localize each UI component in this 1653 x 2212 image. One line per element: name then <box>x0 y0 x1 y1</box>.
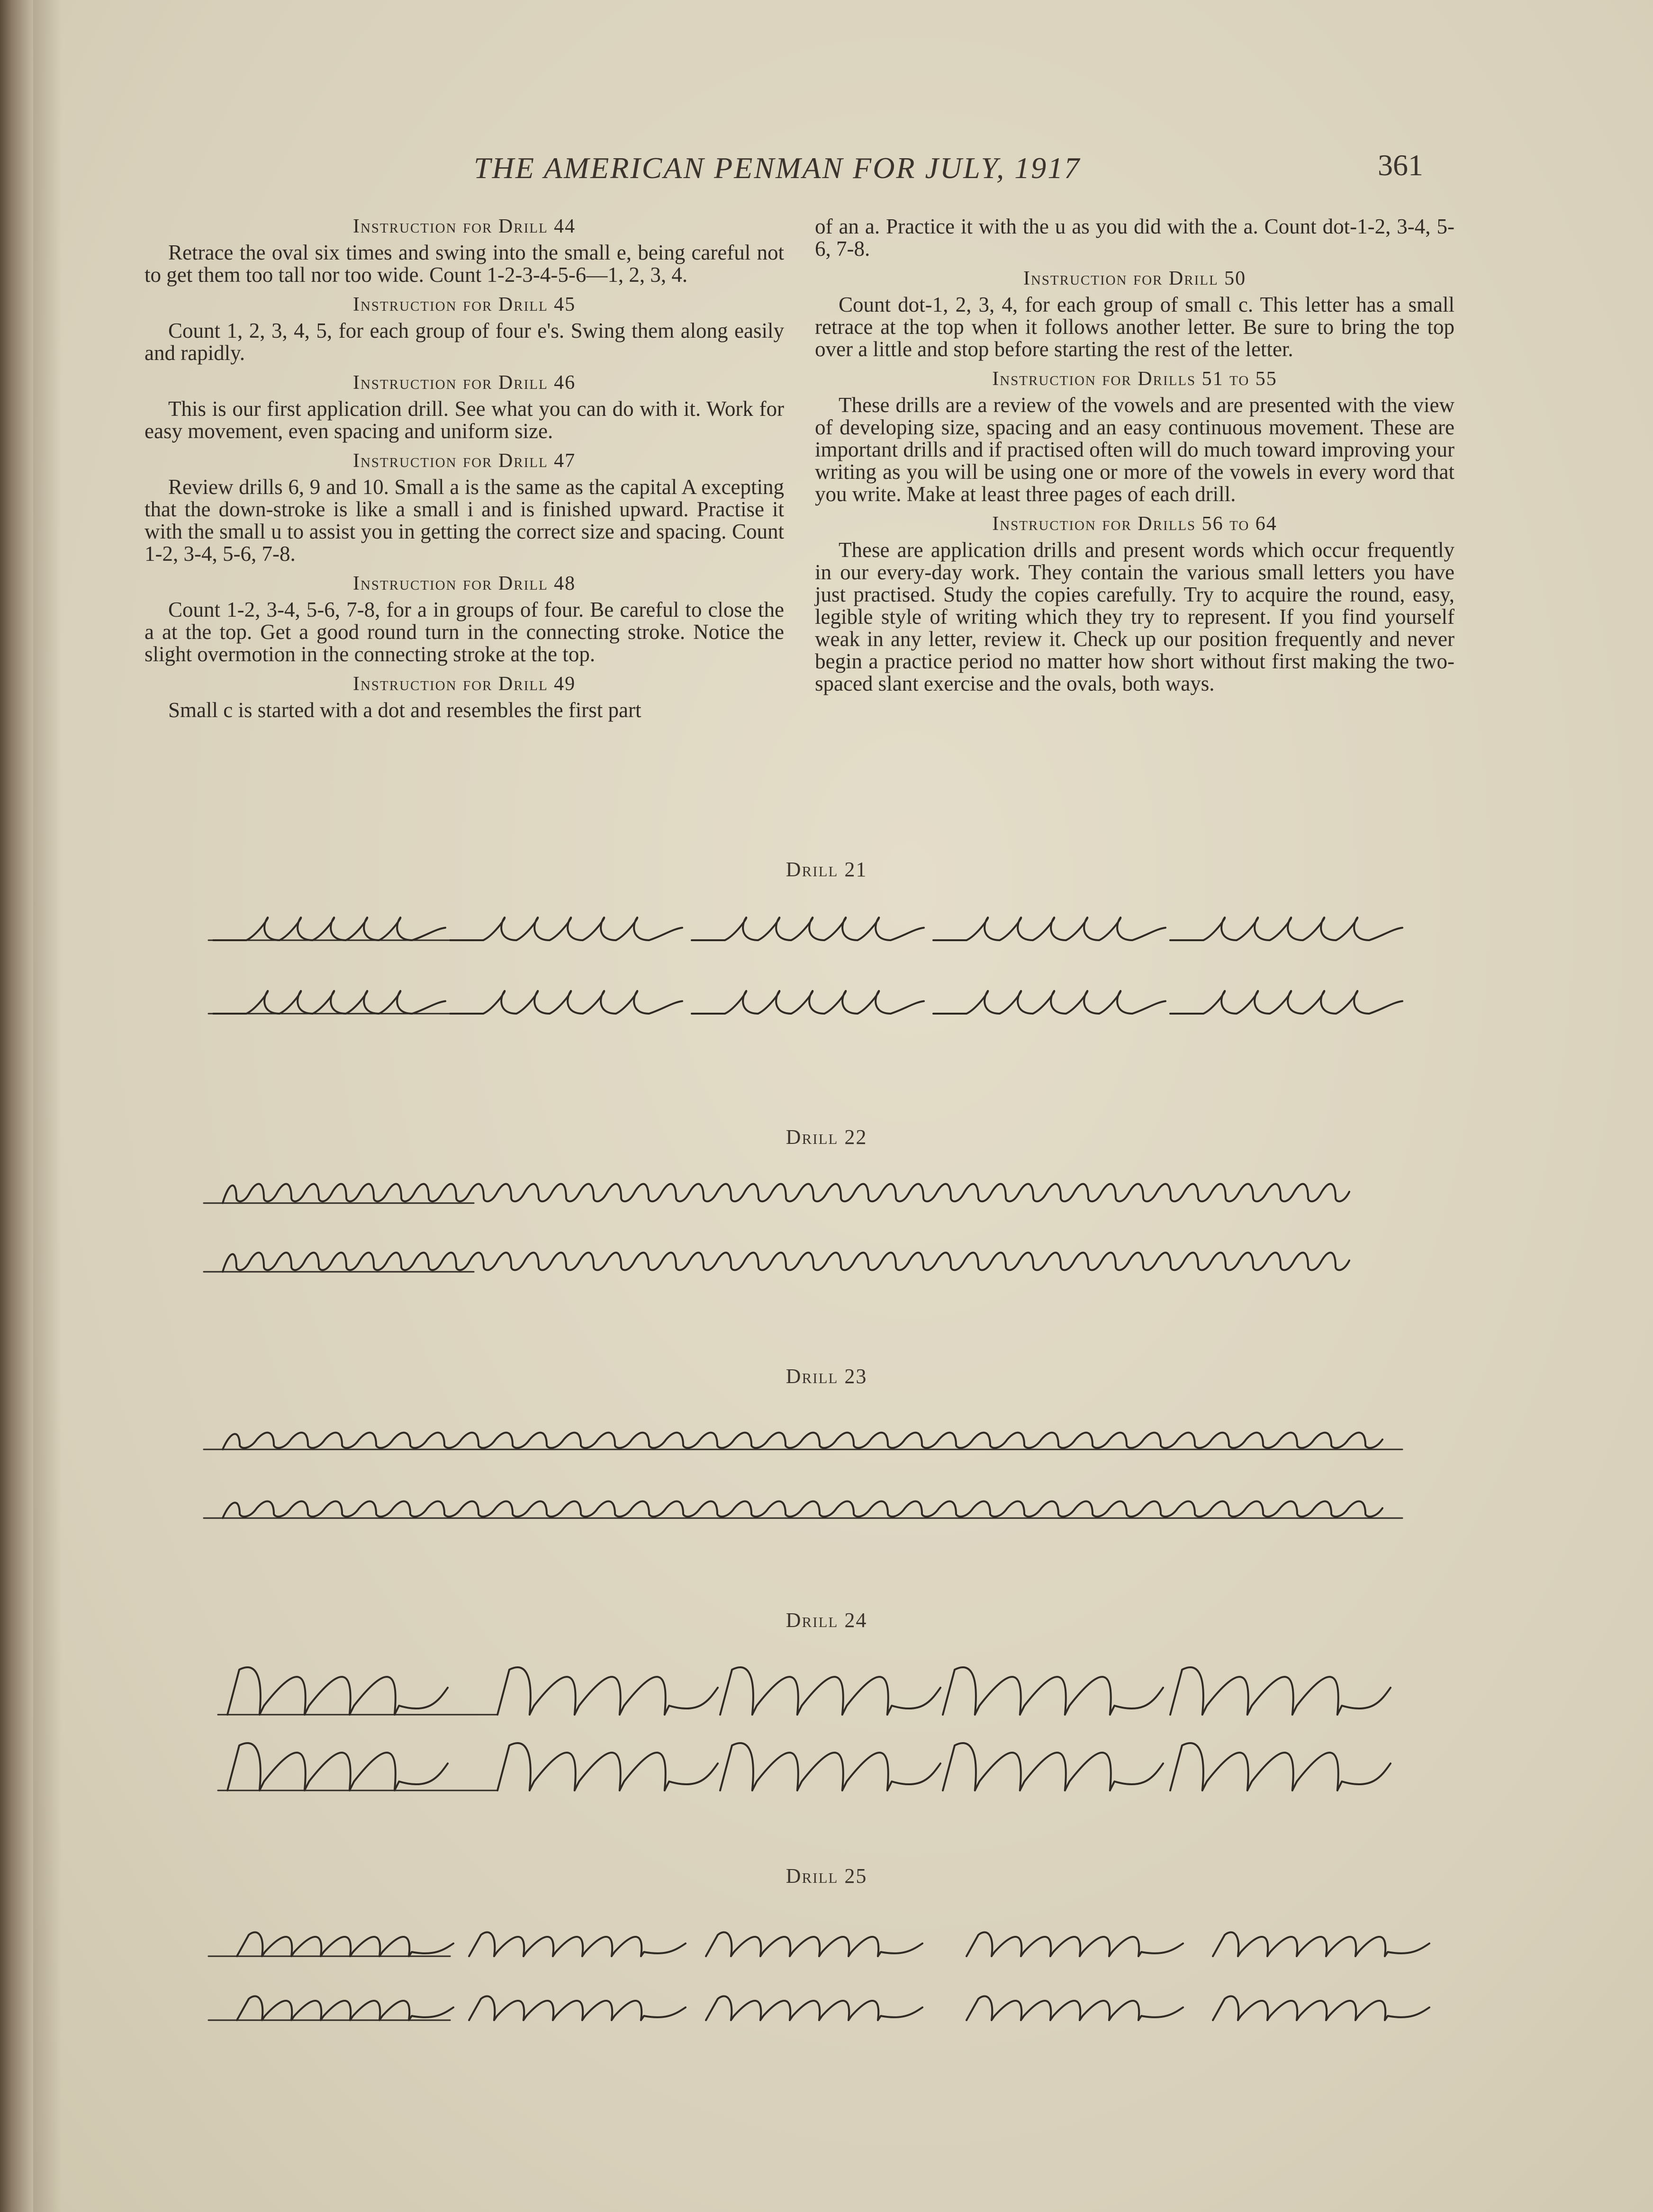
drill-23-title: Drill 23 <box>786 1365 867 1388</box>
drill-25-line-2 <box>208 1996 1429 2020</box>
m-form-group <box>720 1667 940 1715</box>
e-loop-group <box>1170 991 1402 1014</box>
n-form-group <box>237 1932 453 1956</box>
drill-24-line-2 <box>218 1743 1391 1790</box>
heading-drill-48: Instruction for Drill 48 <box>352 573 576 594</box>
drill-21-title: Drill 21 <box>786 858 867 881</box>
e-loop-group <box>933 991 1165 1014</box>
paragraph-drill-50: Count dot-1, 2, 3, 4, for each group of small c. This letter has a small retrace at the top when it follows another letter. Be sure to bring the top over a little and stop before starting the rest of the letter. <box>815 293 1454 361</box>
n-form-group <box>1213 1932 1429 1956</box>
u-stroke-run <box>223 1184 1349 1203</box>
n-form-group <box>237 1996 453 2020</box>
m-form-group <box>497 1743 718 1790</box>
paragraph-drills-56-64: These are application drills and present words which occur frequently in our every-day work. They contain the various small letters you have just practised. Study the copies carefully. Try to acquire the round, easy, legible style of writing which they try to represent. If you find yourself weak in any letter, review it. Check up our position frequently and never begin a practice period no matter how short without first making the two-spaced slant exercise and the ovals, both ways. <box>815 538 1454 695</box>
drill-22-title: Drill 22 <box>786 1125 867 1149</box>
drill-22-line-1 <box>204 1184 1349 1203</box>
drill-23-line-1 <box>204 1433 1402 1449</box>
drill-22-line-2 <box>204 1252 1349 1272</box>
heading-drill-46: Instruction for Drill 46 <box>352 372 576 394</box>
w-stroke-run <box>223 1433 1382 1449</box>
e-loop-group <box>450 917 682 940</box>
m-form-group <box>1170 1667 1391 1715</box>
heading-drill-47: Instruction for Drill 47 <box>352 450 576 472</box>
n-form-group <box>967 1932 1183 1956</box>
drill-24-title: Drill 24 <box>786 1609 867 1632</box>
drill-25-title: Drill 25 <box>786 1864 867 1888</box>
m-form-group <box>227 1743 448 1790</box>
paragraph-drill-45: Count 1, 2, 3, 4, 5, for each group of four e's. Swing them along easily and rapidly. <box>145 319 784 365</box>
heading-drill-50: Instruction for Drill 50 <box>1023 268 1247 289</box>
m-form-group <box>497 1667 718 1715</box>
drill-25-line-1 <box>208 1932 1429 1956</box>
paragraph-drills-51-55: These drills are a review of the vowels and are presented with the view of developing size, spacing and an easy continuous movement. These are important drills and if practised often will do much toward improving your writing as you will be using one or more of the vowels in every word that you write. Make at least three pages of each drill. <box>815 393 1454 506</box>
heading-drill-45: Instruction for Drill 45 <box>352 294 576 315</box>
m-form-group <box>943 1743 1163 1790</box>
e-loop-group <box>1170 917 1402 940</box>
paragraph-drill-48: Count 1-2, 3-4, 5-6, 7-8, for a in groups of four. Be careful to close the a at the top. Get a good round turn in the connecting stroke. Notice the slight overmotion in the connecting stroke at the top. <box>145 598 784 666</box>
u-stroke-run <box>223 1252 1349 1272</box>
heading-drills-56-64: Instruction for Drills 56 to 64 <box>992 513 1277 535</box>
paragraph-drill-46: This is our first application drill. See what you can do with it. Work for easy movement, even spacing and uniform size. <box>145 397 784 443</box>
paragraph-drill-47: Review drills 6, 9 and 10. Small a is the same as the capital A excepting that the down-stroke is like a small i and is finished upward. Practise it with the small u to assist you in getting the correct size and spacing. Count 1-2, 3-4, 5-6, 7-8. <box>145 475 784 566</box>
running-title: THE AMERICAN PENMAN FOR JULY, 1917 <box>474 151 1081 185</box>
heading-drill-44: Instruction for Drill 44 <box>352 216 576 237</box>
drill-23-line-2 <box>204 1502 1402 1518</box>
n-form-group <box>469 1932 686 1956</box>
e-loop-group <box>933 917 1165 940</box>
paragraph-drill-49: Small c is started with a dot and resembles the first part <box>168 698 641 722</box>
n-form-group <box>706 1932 922 1956</box>
page-number: 361 <box>1378 148 1423 182</box>
n-form-group <box>469 1996 686 2020</box>
n-form-group <box>706 1996 922 2020</box>
e-loop-group <box>692 991 924 1014</box>
m-form-group <box>943 1667 1163 1715</box>
m-form-group <box>227 1667 448 1715</box>
paragraph-drill-49-continued: of an a. Practice it with the u as you did with the a. Count dot-1-2, 3-4, 5-6, 7-8. <box>815 215 1454 261</box>
e-loop-group <box>692 917 924 940</box>
drill-21-line-2 <box>208 991 1402 1014</box>
m-form-group <box>720 1743 940 1790</box>
heading-drill-49: Instruction for Drill 49 <box>352 673 576 695</box>
drill-21-line-1 <box>208 917 1402 940</box>
n-form-group <box>1213 1996 1429 2020</box>
e-loop-group <box>450 991 682 1014</box>
e-loop-group <box>213 917 445 940</box>
paragraph-drill-44: Retrace the oval six times and swing into the small e, being careful not to get them too tall nor too wide. Count 1-2-3-4-5-6—1, 2, 3, 4. <box>145 241 784 287</box>
w-stroke-run <box>223 1502 1382 1518</box>
drill-24-line-1 <box>218 1667 1391 1715</box>
m-form-group <box>1170 1743 1391 1790</box>
e-loop-group <box>213 991 445 1014</box>
heading-drills-51-55: Instruction for Drills 51 to 55 <box>992 368 1277 390</box>
n-form-group <box>967 1996 1183 2020</box>
